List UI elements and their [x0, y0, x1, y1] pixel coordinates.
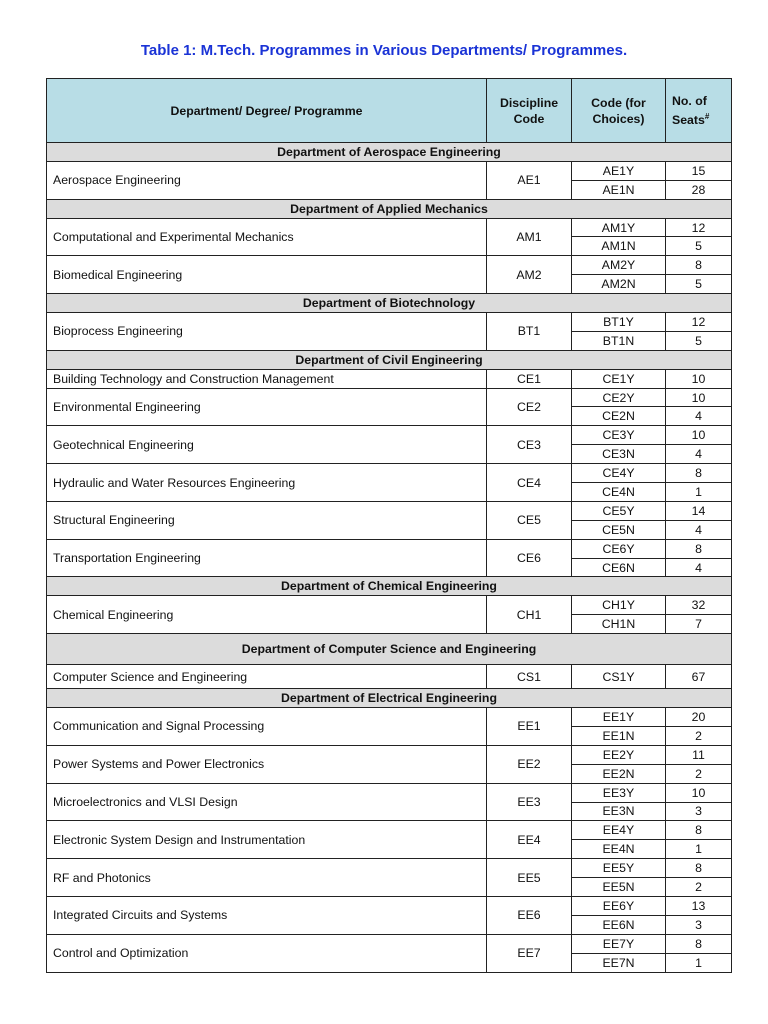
department-row	[47, 143, 732, 162]
choice-code: CE5Y	[572, 501, 666, 520]
seat-count: 8	[666, 934, 732, 953]
department-name: Department of Aerospace Engineering	[47, 143, 732, 162]
discipline-code: EE2	[487, 745, 572, 783]
programme-row	[47, 388, 732, 407]
discipline-code: AM2	[487, 256, 572, 294]
programme-row	[47, 369, 732, 388]
department-row	[47, 350, 732, 369]
choice-code: AM2Y	[572, 256, 666, 275]
choice-code: AM1Y	[572, 218, 666, 237]
seat-count: 3	[666, 802, 732, 821]
discipline-code: BT1	[487, 313, 572, 351]
header-seats-mark: #	[704, 111, 710, 121]
seat-count: 13	[666, 896, 732, 915]
programme-name: Aerospace Engineering	[47, 161, 487, 199]
discipline-code: CE2	[487, 388, 572, 426]
header-programme: Department/ Degree/ Programme	[47, 79, 487, 143]
table-body	[47, 143, 732, 973]
seat-count: 12	[666, 218, 732, 237]
programme-row	[47, 464, 732, 483]
choice-code: EE4N	[572, 840, 666, 859]
choice-code: EE2N	[572, 764, 666, 783]
discipline-code: CS1	[487, 665, 572, 689]
discipline-code: CE1	[487, 369, 572, 388]
choice-code: EE1Y	[572, 708, 666, 727]
choice-code: BT1N	[572, 331, 666, 350]
department-name: Department of Chemical Engineering	[47, 577, 732, 596]
seat-count: 10	[666, 426, 732, 445]
programme-row	[47, 783, 732, 802]
programme-row	[47, 426, 732, 445]
programme-row	[47, 539, 732, 558]
seat-count: 8	[666, 464, 732, 483]
choice-code: CE4Y	[572, 464, 666, 483]
department-name: Department of Biotechnology	[47, 294, 732, 313]
seat-count: 1	[666, 953, 732, 972]
choice-code: CH1N	[572, 615, 666, 634]
header-seats	[666, 79, 732, 143]
department-name: Department of Electrical Engineering	[47, 689, 732, 708]
programme-row	[47, 821, 732, 840]
choice-code: CE6N	[572, 558, 666, 577]
department-row	[47, 294, 732, 313]
mtech-programmes-table	[46, 78, 732, 973]
choice-code: EE6Y	[572, 896, 666, 915]
department-row	[47, 577, 732, 596]
seat-count: 5	[666, 331, 732, 350]
choice-code: EE3Y	[572, 783, 666, 802]
seat-count: 1	[666, 840, 732, 859]
choice-code: EE7Y	[572, 934, 666, 953]
seat-count: 4	[666, 520, 732, 539]
department-name: Department of Computer Science and Engineering	[47, 634, 732, 665]
programme-row	[47, 745, 732, 764]
discipline-code: EE5	[487, 859, 572, 897]
discipline-code: EE4	[487, 821, 572, 859]
seat-count: 10	[666, 783, 732, 802]
programme-name: Bioprocess Engineering	[47, 313, 487, 351]
programme-name: Power Systems and Power Electronics	[47, 745, 487, 783]
discipline-code: CE6	[487, 539, 572, 577]
programme-name: Electronic System Design and Instrumentation	[47, 821, 487, 859]
department-name: Department of Civil Engineering	[47, 350, 732, 369]
department-row	[47, 689, 732, 708]
choice-code: CE3N	[572, 445, 666, 464]
choice-code: EE1N	[572, 726, 666, 745]
seat-count: 15	[666, 161, 732, 180]
choice-code: EE5N	[572, 878, 666, 897]
seat-count: 11	[666, 745, 732, 764]
seat-count: 67	[666, 665, 732, 689]
header-discipline-code: Discipline Code	[487, 79, 572, 143]
choice-code: CE3Y	[572, 426, 666, 445]
programme-row	[47, 665, 732, 689]
seat-count: 32	[666, 596, 732, 615]
programme-name: Integrated Circuits and Systems	[47, 896, 487, 934]
seat-count: 14	[666, 501, 732, 520]
choice-code: CE6Y	[572, 539, 666, 558]
choice-code: EE7N	[572, 953, 666, 972]
programme-row	[47, 501, 732, 520]
programme-name: Microelectronics and VLSI Design	[47, 783, 487, 821]
choice-code: AE1Y	[572, 161, 666, 180]
discipline-code: EE7	[487, 934, 572, 972]
discipline-code: EE1	[487, 708, 572, 746]
seat-count: 4	[666, 558, 732, 577]
programme-name: Building Technology and Construction Management	[47, 369, 487, 388]
department-row	[47, 634, 732, 665]
choice-code: EE3N	[572, 802, 666, 821]
programme-row	[47, 896, 732, 915]
discipline-code: AE1	[487, 161, 572, 199]
seat-count: 10	[666, 388, 732, 407]
table-title: Table 1: M.Tech. Programmes in Various Departments/ Programmes.	[140, 42, 628, 59]
choice-code: EE5Y	[572, 859, 666, 878]
seat-count: 8	[666, 256, 732, 275]
programme-name: Chemical Engineering	[47, 596, 487, 634]
choice-code: CE2Y	[572, 388, 666, 407]
discipline-code: EE6	[487, 896, 572, 934]
choice-code: CH1Y	[572, 596, 666, 615]
header-choice-code: Code (for Choices)	[572, 79, 666, 143]
seat-count: 7	[666, 615, 732, 634]
choice-code: AM1N	[572, 237, 666, 256]
department-row	[47, 199, 732, 218]
choice-code: CE4N	[572, 483, 666, 502]
choice-code: CE1Y	[572, 369, 666, 388]
programme-row	[47, 161, 732, 180]
programme-row	[47, 934, 732, 953]
seat-count: 2	[666, 764, 732, 783]
programme-name: Control and Optimization	[47, 934, 487, 972]
choice-code: CS1Y	[572, 665, 666, 689]
seat-count: 1	[666, 483, 732, 502]
programme-row	[47, 859, 732, 878]
choice-code: EE2Y	[572, 745, 666, 764]
seat-count: 8	[666, 539, 732, 558]
discipline-code: CE4	[487, 464, 572, 502]
choice-code: AM2N	[572, 275, 666, 294]
choice-code: AE1N	[572, 180, 666, 199]
seat-count: 8	[666, 859, 732, 878]
programme-name: Structural Engineering	[47, 501, 487, 539]
seat-count: 5	[666, 275, 732, 294]
programme-name: Communication and Signal Processing	[47, 708, 487, 746]
table-header-row	[47, 79, 732, 143]
choice-code: CE5N	[572, 520, 666, 539]
seat-count: 20	[666, 708, 732, 727]
discipline-code: CE5	[487, 501, 572, 539]
discipline-code: EE3	[487, 783, 572, 821]
programme-row	[47, 708, 732, 727]
seat-count: 4	[666, 445, 732, 464]
programme-name: Environmental Engineering	[47, 388, 487, 426]
choice-code: CE2N	[572, 407, 666, 426]
choice-code: EE4Y	[572, 821, 666, 840]
seat-count: 3	[666, 915, 732, 934]
programme-name: Biomedical Engineering	[47, 256, 487, 294]
programme-row	[47, 218, 732, 237]
programme-name: RF and Photonics	[47, 859, 487, 897]
seat-count: 28	[666, 180, 732, 199]
choice-code: EE6N	[572, 915, 666, 934]
seat-count: 8	[666, 821, 732, 840]
programme-name: Computer Science and Engineering	[47, 665, 487, 689]
programme-name: Transportation Engineering	[47, 539, 487, 577]
programme-row	[47, 256, 732, 275]
header-seats-label: No. of Seats	[672, 93, 707, 128]
programme-row	[47, 313, 732, 332]
seat-count: 4	[666, 407, 732, 426]
choice-code: BT1Y	[572, 313, 666, 332]
seat-count: 5	[666, 237, 732, 256]
discipline-code: CE3	[487, 426, 572, 464]
discipline-code: CH1	[487, 596, 572, 634]
programme-name: Geotechnical Engineering	[47, 426, 487, 464]
discipline-code: AM1	[487, 218, 572, 256]
programme-row	[47, 596, 732, 615]
seat-count: 2	[666, 726, 732, 745]
seat-count: 10	[666, 369, 732, 388]
programme-name: Computational and Experimental Mechanics	[47, 218, 487, 256]
seat-count: 12	[666, 313, 732, 332]
programme-name: Hydraulic and Water Resources Engineering	[47, 464, 487, 502]
seat-count: 2	[666, 878, 732, 897]
department-name: Department of Applied Mechanics	[47, 199, 732, 218]
